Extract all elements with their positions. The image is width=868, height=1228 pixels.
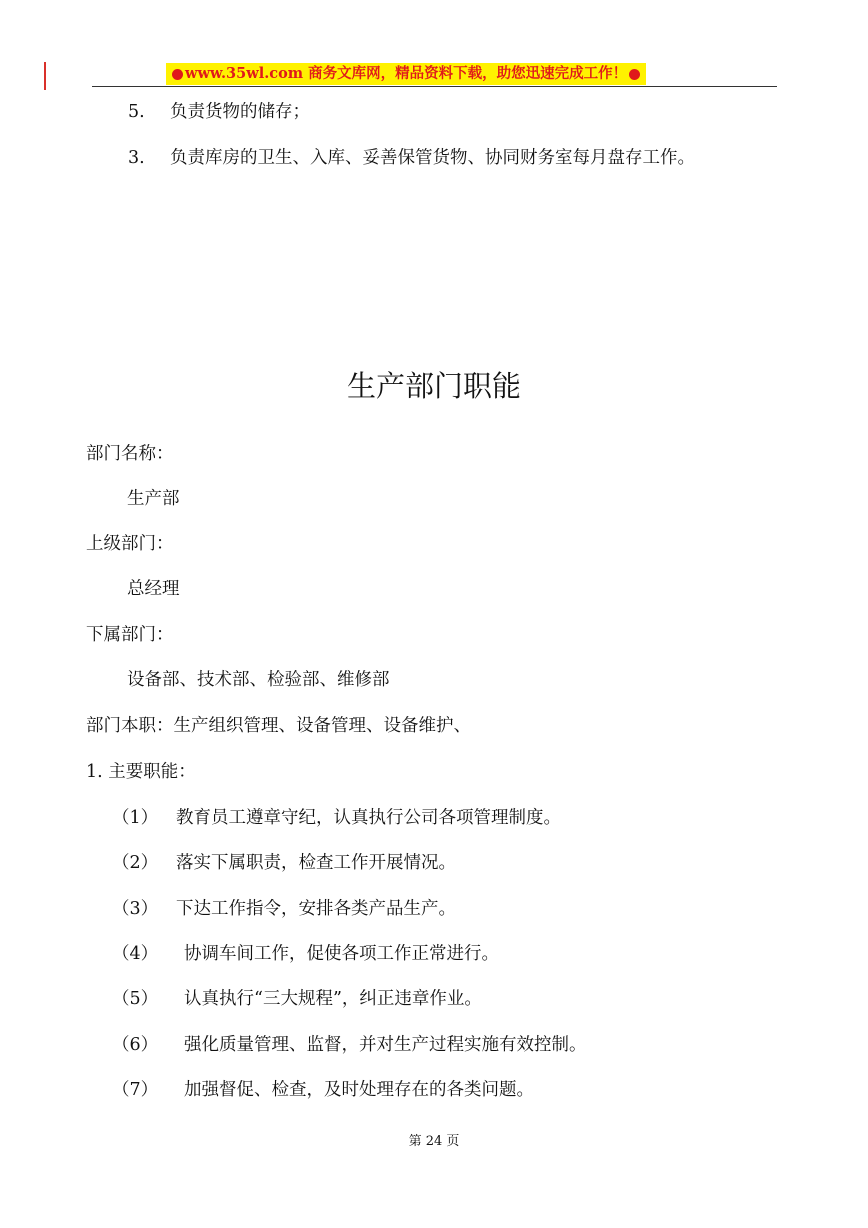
sub-dept-label: 下属部门： bbox=[86, 625, 174, 645]
dept-name-value: 生产部 bbox=[127, 489, 180, 509]
list-item-text: 负责货物的储存； bbox=[170, 102, 310, 122]
duty-item bbox=[112, 806, 561, 830]
list-item-number: 3. bbox=[128, 148, 145, 168]
duty-item bbox=[112, 897, 456, 921]
duty-item bbox=[112, 851, 456, 875]
duty-number: （4） bbox=[112, 944, 159, 964]
dept-duty-line: 部门本职：生产组织管理、设备管理、设备维护、 bbox=[86, 716, 471, 736]
list-item-number: 5. bbox=[128, 102, 145, 122]
duty-number: （6） bbox=[112, 1035, 159, 1055]
dept-name-label: 部门名称： bbox=[86, 444, 174, 464]
duty-text: 强化质量管理、监督，并对生产过程实施有效控制。 bbox=[184, 1035, 587, 1055]
duty-text: 落实下属职责，检查工作开展情况。 bbox=[176, 853, 456, 873]
duty-text: 认真执行“三大规程”，纠正违章作业。 bbox=[184, 989, 482, 1009]
duty-item bbox=[112, 987, 482, 1011]
parent-dept-value: 总经理 bbox=[127, 579, 180, 599]
header-rule bbox=[92, 86, 777, 87]
page-number: 第 24 页 bbox=[408, 1134, 460, 1149]
list-item bbox=[128, 100, 310, 124]
duty-number: （3） bbox=[112, 899, 159, 919]
red-dot-icon bbox=[629, 69, 640, 80]
margin-mark bbox=[44, 62, 46, 90]
duty-item bbox=[112, 942, 499, 966]
duty-number: （5） bbox=[112, 989, 159, 1009]
duty-text: 协调车间工作，促使各项工作正常进行。 bbox=[184, 944, 499, 964]
list-item bbox=[128, 146, 695, 170]
duty-item bbox=[112, 1033, 587, 1057]
banner-text: www.35wl.com 商务文库网，精品资料下载，助您迅速完成工作！ bbox=[185, 65, 628, 82]
sub-dept-value: 设备部、技术部、检验部、维修部 bbox=[127, 670, 390, 690]
duty-item bbox=[112, 1078, 534, 1102]
duty-text: 加强督促、检查，及时处理存在的各类问题。 bbox=[184, 1080, 534, 1100]
section-title: 生产部门职能 bbox=[346, 369, 521, 403]
duty-number: （2） bbox=[112, 853, 159, 873]
header-banner[interactable] bbox=[166, 63, 646, 85]
list-item-text: 负责库房的卫生、入库、妥善保管货物、协同财务室每月盘存工作。 bbox=[170, 148, 695, 168]
duty-text: 教育员工遵章守纪，认真执行公司各项管理制度。 bbox=[176, 808, 561, 828]
parent-dept-label: 上级部门： bbox=[86, 534, 174, 554]
main-duties-heading: 1. 主要职能： bbox=[86, 762, 196, 782]
duty-text: 下达工作指令，安排各类产品生产。 bbox=[176, 899, 456, 919]
duty-number: （1） bbox=[112, 808, 159, 828]
red-dot-icon bbox=[172, 69, 183, 80]
duty-number: （7） bbox=[112, 1080, 159, 1100]
